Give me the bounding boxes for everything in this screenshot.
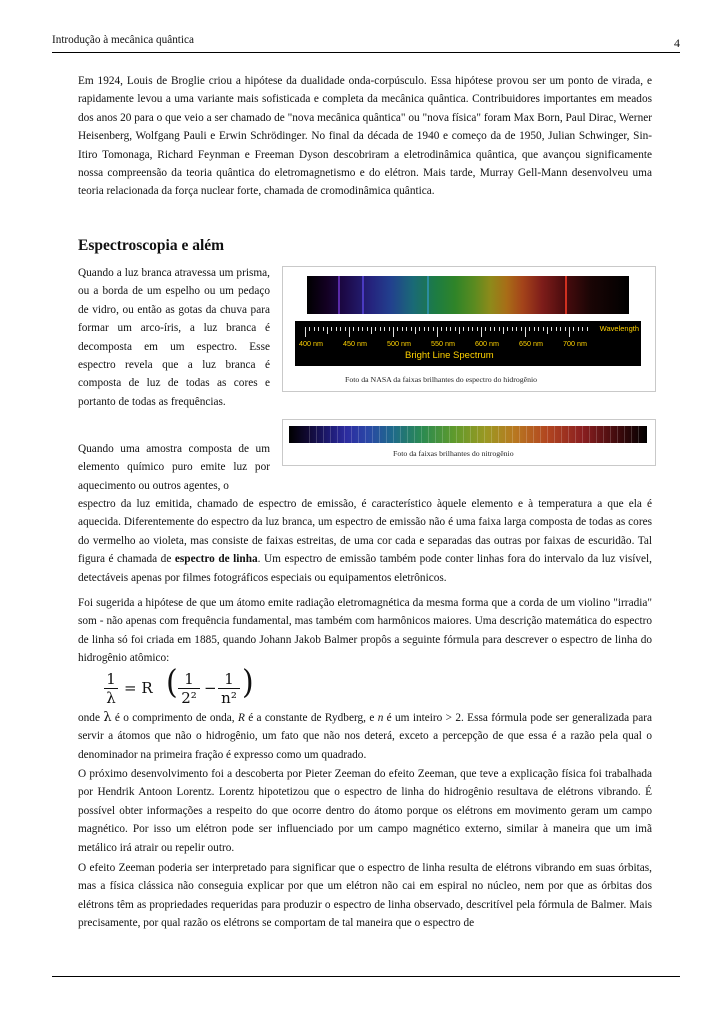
lambda-symbol: λ: [103, 710, 112, 725]
term1-fraction: [178, 670, 200, 707]
ruler-tick: [455, 327, 456, 331]
term2-denominator: n²: [221, 689, 237, 707]
ruler-tick: [551, 327, 552, 331]
spectral-line: [358, 426, 359, 443]
intro-paragraph: Em 1924, Louis de Broglie criou a hipótese da dualidade onda-corpúsculo. Essa hipótese provou ser um ponto de virada, e rapidamente levou a uma variante mais sofisticada e completa da mecânica quântica. Contribuidores importantes em meados dos anos 20 para o que veio a ser chamado de "nova mecânica quântica" ou "nova física" foram Max Born, Paul Dirac, Werner Heisenberg, Wolfgang Pauli e Erwin Schrödinger. No final da década de 1940 e começo da de 1950, Julian Schwinger, Sin-Itiro Tomonaga, Richard Feynman e Freeman Dyson descobriram a eletrodinâmica quântica, que avançou significamente nossa compreensão da teoria quântica do eletromagnetismo e do elétron. Mais tarde, Murray Gell-Mann desenvolveu uma teoria relacionada da força nuclear forte, chamada de cromodinâmica quântica.: [78, 75, 652, 198]
ruler-tick: [441, 327, 442, 331]
tick-label: 500 nm: [387, 339, 411, 348]
spectral-line: [351, 426, 352, 443]
spectral-line: [414, 426, 415, 443]
spectral-line: [603, 426, 604, 443]
spectral-line: [610, 426, 611, 443]
page-number: 4: [674, 36, 680, 50]
emission-paragraph: [78, 495, 652, 587]
ruler-tick: [362, 327, 363, 331]
equals-r: = R: [124, 679, 153, 697]
ruler-tick: [406, 327, 407, 331]
emission-text-end: . Um espectro de emissão também pode conter linhas fora do intervalo da luz visível, detectáveis apenas por filmes fotográficos especiais ou equipamentos eletrônicos.: [78, 553, 652, 584]
term2-numerator: 1: [218, 670, 240, 689]
ruler-tick: [323, 327, 324, 331]
spectral-line: [631, 426, 632, 443]
hydrogen-spectrum-figure: [282, 266, 656, 392]
spectral-line: [505, 426, 506, 443]
hydrogen-spectrum-image: [307, 276, 629, 314]
spectral-line: [540, 426, 541, 443]
nitrogen-spectrum-figure: [282, 419, 656, 466]
ruler-tick: [446, 327, 447, 331]
ruler-tick: [569, 327, 570, 337]
tick-label: 400 nm: [299, 339, 323, 348]
tick-label: 550 nm: [431, 339, 455, 348]
spectral-line: [309, 426, 310, 443]
explanation-text-1: é o comprimento de onda,: [111, 712, 238, 724]
spectral-line: [624, 426, 625, 443]
ruler-tick: [516, 327, 517, 331]
spectral-line: [372, 426, 373, 443]
lhs-denominator: λ: [106, 689, 116, 707]
lhs-numerator: 1: [104, 670, 118, 689]
spectral-line: [565, 276, 567, 314]
spectral-line: [338, 276, 340, 314]
ruler-tick: [556, 327, 557, 331]
ruler-tick: [384, 327, 385, 331]
emission-text: espectro da luz emitida, chamado de espectro de emissão, é característico àquele elemento e à temperatura a que ela é aquecida. Diferentemente do espectro da luz branca, um espectro de emissão não é uma faixa larga composta de todas as cores do vermelho ao violeta, mas consiste de faixas estreitas, de uma cor cada e separadas das outras por faixas de escuridão. Tal figura é chamada de: [78, 498, 652, 566]
ruler-tick: [419, 327, 420, 331]
spectral-line: [568, 426, 569, 443]
ruler-tick: [472, 327, 473, 331]
explanation-text-3: é um inteiro > 2. Essa fórmula pode ser generalizada para servir a átomos que não o hidrogênio, um fato que não nos deterá, exceto a percepção de que essa é a razão pela qual o denominador na primeira fração é expresso como um quadrado.: [78, 712, 652, 761]
spectral-line: [400, 426, 401, 443]
emission-paragraph-start: Quando uma amostra composta de um elemento químico puro emite luz por aquecimento ou outros agentes, o: [78, 443, 270, 492]
spectral-line: [582, 426, 583, 443]
term1-numerator: 1: [178, 670, 200, 689]
ruler-tick: [450, 327, 451, 331]
ruler-tick: [358, 327, 359, 331]
ruler-tick: [402, 327, 403, 331]
spectral-line: [393, 426, 394, 443]
figure2-caption: Foto da faixas brilhantes do nitrogênio: [393, 449, 514, 458]
page-header: [52, 34, 680, 53]
spectral-line: [427, 276, 429, 314]
ruler-tick: [428, 327, 429, 331]
spectrum-label: Bright Line Spectrum: [405, 350, 494, 361]
ruler-tick: [534, 327, 535, 331]
spectral-line: [344, 426, 345, 443]
ruler-tick: [411, 327, 412, 331]
spectral-line: [554, 426, 555, 443]
spectral-line: [484, 426, 485, 443]
ruler-tick: [573, 327, 574, 331]
spectral-line: [463, 426, 464, 443]
spectral-line: [428, 426, 429, 443]
ruler-tick: [477, 327, 478, 331]
line-spectrum-term: espectro de linha: [174, 553, 258, 566]
spectral-line: [421, 426, 422, 443]
formula-explanation-paragraph: [78, 709, 652, 764]
spectral-line: [435, 426, 436, 443]
spectral-line: [362, 276, 364, 314]
ruler-tick: [327, 327, 328, 334]
ruler-tick: [525, 327, 526, 337]
ruler-tick: [485, 327, 486, 331]
left-paren: (: [166, 663, 178, 702]
spectral-line: [323, 426, 324, 443]
wavelength-ruler: [295, 321, 641, 366]
ruler-tick: [318, 327, 319, 331]
ruler-tick: [353, 327, 354, 331]
n-symbol: n: [377, 712, 384, 724]
ruler-tick: [538, 327, 539, 331]
ruler-tick: [345, 327, 346, 331]
spectral-line: [477, 426, 478, 443]
spectral-line: [386, 426, 387, 443]
ruler-tick: [468, 327, 469, 331]
ruler-tick: [375, 327, 376, 331]
figure1-caption: Foto da NASA da faixas brilhantes do espectro do hidrogênio: [345, 375, 538, 384]
spectral-line: [470, 426, 471, 443]
spectral-line: [330, 426, 331, 443]
explanation-text-2: é a constante de Rydberg, e: [244, 712, 378, 724]
ruler-tick: [529, 327, 530, 331]
spectral-line: [407, 426, 408, 443]
spectral-line: [638, 426, 639, 443]
ruler-tick: [349, 327, 350, 337]
minus-sign: −: [204, 679, 217, 697]
zeeman-paragraph: O próximo desenvolvimento foi a descoberta por Pieter Zeeman do efeito Zeeman, que teve a explicação física foi trabalhada por Hendrik Antoon Lorentz. Lorentz hipotetizou que o espectro de linha do hidrogênio resultava de elétrons vibrando. É possível obter informações a respeito do que ocorre dentro do átomo porque os elétrons em movimento geram um campo magnético. Por isso um elétron pode ser influenciado por um campo magnético externo, similar à maneira que um imã metálico irá atrair ou repelir outro.: [78, 768, 652, 854]
ruler-tick: [481, 327, 482, 337]
spectral-line: [456, 426, 457, 443]
white-light-paragraph: Quando a luz branca atravessa um prisma, ou a borda de um espelho ou um pedaço de vidro, ou então as gotas da chuva para formar um arco-íris, a luz branca é decomposta em um espectro. Esse espectro revela que a luz branca é composta de luz de todas as cores e portanto de todas as frequências.: [78, 267, 270, 408]
ruler-tick: [565, 327, 566, 331]
ruler-tick: [367, 327, 368, 331]
ruler-tick: [433, 327, 434, 331]
term1-denominator: 2²: [181, 689, 197, 707]
footer-divider: [52, 976, 680, 977]
spectral-line: [561, 426, 562, 443]
ruler-tick: [582, 327, 583, 331]
ruler-tick: [397, 327, 398, 331]
ruler-tick: [309, 327, 310, 331]
ruler-tick: [512, 327, 513, 331]
ruler-tick: [459, 327, 460, 334]
tick-label: 700 nm: [563, 339, 587, 348]
spectral-line: [533, 426, 534, 443]
ruler-tick: [389, 327, 390, 331]
section-heading: Espectroscopia e além: [78, 237, 225, 254]
spectral-line: [526, 426, 527, 443]
term2-fraction: [218, 670, 240, 707]
onde-word: onde: [78, 712, 100, 724]
spectral-line: [589, 426, 590, 443]
right-paren: ): [242, 663, 254, 702]
wavelength-label: Wavelength: [599, 324, 639, 333]
ruler-tick: [336, 327, 337, 331]
spectral-line: [449, 426, 450, 443]
ruler-tick: [587, 327, 588, 331]
ruler-tick: [331, 327, 332, 331]
header-title: Introdução à mecânica quântica: [52, 34, 194, 46]
ruler-tick: [503, 327, 504, 334]
ruler-tick: [340, 327, 341, 331]
ruler-tick: [371, 327, 372, 334]
rydberg-symbol: R: [237, 712, 245, 724]
spectral-line: [547, 426, 548, 443]
lhs-fraction: [104, 670, 118, 707]
ruler-tick: [507, 327, 508, 331]
ruler-tick: [393, 327, 394, 337]
ruler-tick: [463, 327, 464, 331]
spectral-line: [617, 426, 618, 443]
ruler-tick: [547, 327, 548, 334]
spectral-line: [498, 426, 499, 443]
ruler-tick: [543, 327, 544, 331]
ruler-tick: [560, 327, 561, 331]
ruler-tick: [424, 327, 425, 331]
balmer-paragraph: Foi sugerida a hipótese de que um átomo emite radiação eletromagnética da mesma forma que a corda de um violino "irradia" som - não apenas com frequência fundamental, mas também com harmônicos maiores. Uma descrição matemática do espectro de linha só foi criada em 1885, quando Johann Jakob Balmer propôs a seguinte fórmula para descrever o espectro de linha do hidrogênio atômico:: [78, 597, 652, 665]
ruler-tick: [305, 327, 306, 337]
spectral-line: [596, 426, 597, 443]
ruler-tick: [521, 327, 522, 331]
ruler-tick: [380, 327, 381, 331]
ruler-tick: [578, 327, 579, 331]
tick-label: 450 nm: [343, 339, 367, 348]
spectral-line: [442, 426, 443, 443]
ruler-tick: [494, 327, 495, 331]
nitrogen-spectrum-image: [289, 426, 647, 443]
spectral-line: [379, 426, 380, 443]
ruler-tick: [499, 327, 500, 331]
ruler-tick: [490, 327, 491, 331]
spectral-line: [512, 426, 513, 443]
spectral-line: [519, 426, 520, 443]
ruler-tick: [314, 327, 315, 331]
tick-label: 650 nm: [519, 339, 543, 348]
spectral-line: [316, 426, 317, 443]
classical-physics-paragraph: O efeito Zeeman poderia ser interpretado para significar que o espectro de linha resulta de elétrons vibrando em suas órbitas, mas a física clássica não conseguia explicar por que um elétron não cai em espiral no núcleo, nem por que as órbitas dos elétrons têm as propriedades requeridas para produzir o espectro de linha observado, descritível pela fórmula de Balmer. Mais precisamente, por qual razão os elétrons se comportam de tal maneira que o espectro de: [78, 862, 652, 930]
spectral-line: [491, 426, 492, 443]
spectral-line: [337, 426, 338, 443]
spectral-line: [365, 426, 366, 443]
spectral-line: [575, 426, 576, 443]
balmer-formula: [104, 663, 254, 708]
ruler-tick: [415, 327, 416, 334]
tick-label: 600 nm: [475, 339, 499, 348]
ruler-tick: [437, 327, 438, 337]
